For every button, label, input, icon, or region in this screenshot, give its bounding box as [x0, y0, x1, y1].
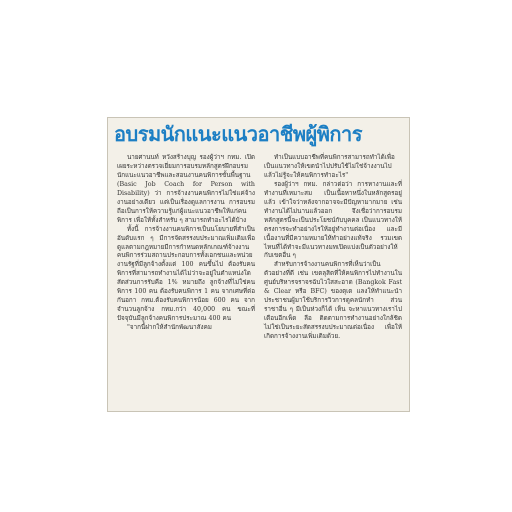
- article-paragraph: ทั้งนี้ การจ้างงานคนพิการเป็นนโยบายที่สำเป็นอันดับแรก ๆ มีการจัดสรรงบประมาณเพิ่มเติมเพื่อดูแลตามกฎหมายมีการกำหนดหลักเกณฑ์จ้างงานคนพิการร่วมสถานประกอบการทั้งเอกชนและหน่วยงานรัฐที่มีลูกจ้างตั้งแต่ 100 คนขึ้นไป ต้องรับคนพิการที่สามารถทำงานได้ไม่ว่าจะอยู่ในตำแหน่งใด สัดส่วนการรับคือ 1% หมายถึง ลูกจ้างที่ไม่ใช่คนพิการ 100 คน ต้องรับคนพิการ 1 คน จากเศษที่ต่อกันอกา กทม.ต้องรับคนพิการน้อย 600 คน จากจำนวนลูกจ้าง กทม.กว่า 40,000 คน ขณะที่ปัจจุบันมีลูกจ้างคนพิการประมาณ 400 คน: [117, 225, 255, 323]
- article-paragraph: "จากนี้ฝากให้สำนักพัฒนาสังคม: [127, 324, 212, 332]
- article-headline: อบรมนักแนะแนวอาชีพผู้พิการ: [114, 122, 362, 146]
- article-paragraph: สำหรับการจ้างงานคนพิการที่เห็นว่าเป็นตัวอย่างที่ดี เช่น เขตลุสิตที่ให้คนพิการไปทำงานในศูนย์บริหารจราจรฉับไวใสสะอาด (Bangkok Fast & Clear หรือ BFC) ของตุเด แลงให้ทำแนะนำประชาชนผู้มาใช้บริการวิวการดูคลนักทำ ส่วนราชาอื่น ๆ มีเป็นห่วงก็ได้ เห็น จะหาแนวทางเราไปเตือนอีกเพ็ด ลือ ติดตามการทำงานอย่างใกล้ชิด ไม่ใช่เป็นระยะสัดสรรงบประมาณต่อเนื่อง เพื่อให้เกิดการจ้างงานเพิ่มเติมด้วย.: [264, 261, 402, 341]
- article-paragraph: นายศานนท์ หวังสร้างบุญ รองผู้ว่าฯ กทม. เปิดเผยระหว่างตรวจเยี่ยมการอบรมหลักสูตรฝึกอบรมนักแนะแนวอาชีพและสอนงานคนพิการขั้นพื้นฐาน (Basic Job Coach for Person with Disability) ว่า การจ้างงานคนพิการไม่ใช่แค่จ้างงานอย่างเดียว แต่เป็นเรื่องดูแลการงาน การอบรมถือเป็นการให้ความรู้แก่ผู้แนะแนวอาชีพให้แก่คนพิการ เพื่อให้ทั้งสำหรับ ๆ สามารถทำอะไรได้บ้าง: [117, 154, 255, 224]
- article-left-column: [117, 154, 255, 333]
- newspaper-clipping: [107, 117, 410, 412]
- article-paragraph: ทำเป็นแบบอาชีพที่คนพิการสามารถทำได้เพื่อเป็นแนวทางให้เขตนำไปปรับใช้ไม่ใช่จ้างงานไปแล้วไม่รู้จะให้คนพิการทำอะไร": [264, 154, 395, 179]
- article-right-column: [264, 154, 402, 342]
- article-paragraph: รองผู้ว่าฯ กทม. กล่าวต่อว่า การหางานและที่ทำงานที่เหมาะสม เป็นเนื้อหาหนึ่งในหลักสูตรอยู่แล้ว เข้าใจว่าหลังจากอาจจะมีปัญหามากมาย เช่น ทำงานได้ไม่นานแล้วออก จึงเชื่อว่าการอบรมหลักสูตรนี้จะเป็นประโยชน์กับบุคคล เป็นแนวทางให้ตรงการจะทำอย่างไรให้อยู่ทำงานต่อเนื่อง และมีเนื้องานที่มีความหมายให้ทำอย่างแท้จริง รวมเขตไหนที่ได้ทำจะมีแนวทางมทเปิดแบ่งเป็นตัวอย่างให้กับเขตอื่น ๆ: [264, 180, 402, 260]
